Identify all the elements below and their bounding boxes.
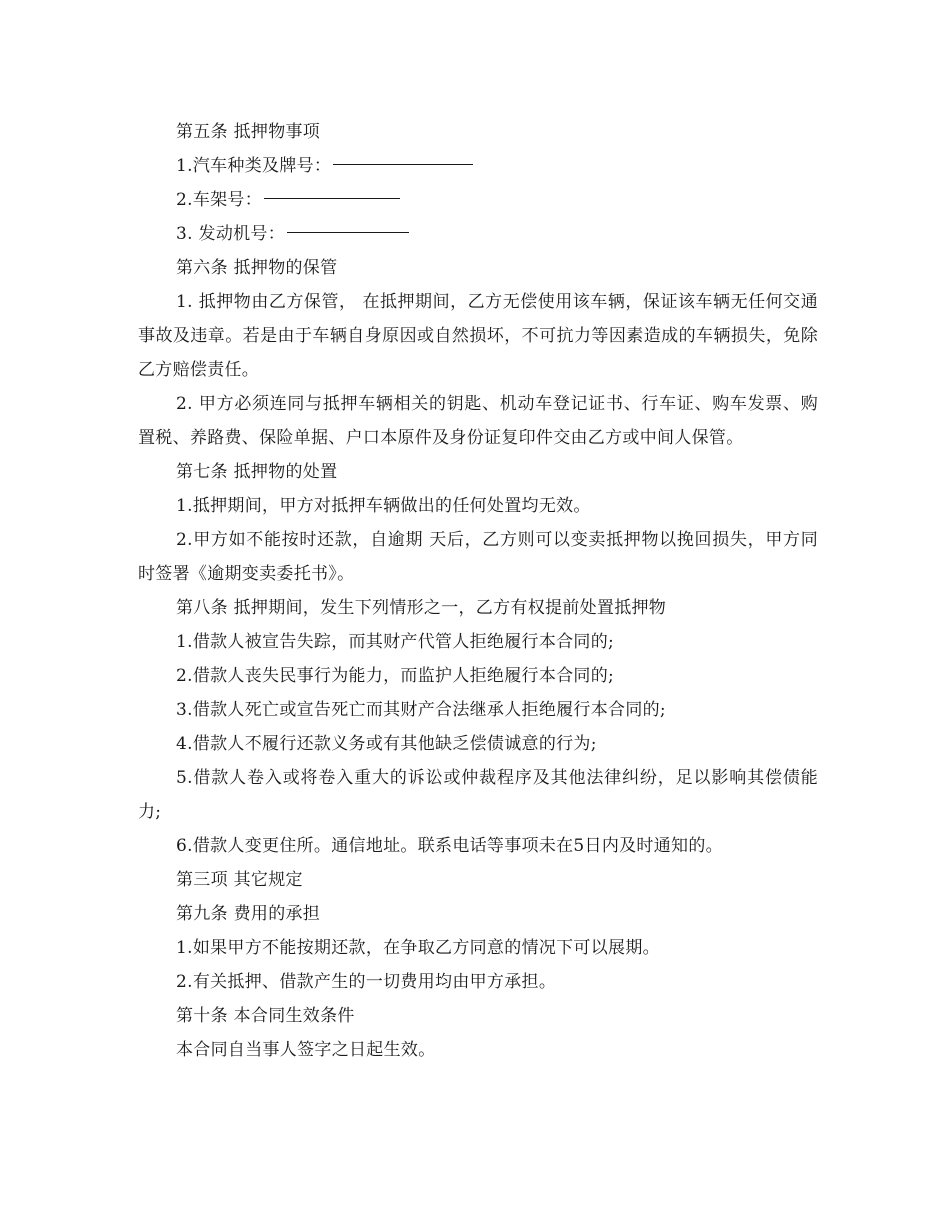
article-8-heading: 第八条 抵押期间，发生下列情形之一，乙方有权提前处置抵押物 <box>176 598 667 618</box>
car-type-plate-label: 1.汽车种类及牌号： <box>176 156 332 176</box>
article-5-heading: 第五条 抵押物事项 <box>176 122 321 142</box>
article-7-clause-1: 1.抵押期间，甲方对抵押车辆做出的任何处置均无效。 <box>176 496 591 516</box>
article-9-clause-2: 2.有关抵押、借款产生的一切费用均由甲方承担。 <box>176 972 557 992</box>
article-8-clause-4: 4.借款人不履行还款义务或有其他缺乏偿债诚意的行为; <box>176 734 597 754</box>
engine-number-field <box>138 217 818 251</box>
section-3-heading: 第三项 其它规定 <box>176 870 303 890</box>
article-6-clause-1: 1. 抵押物由乙方保管， 在抵押期间，乙方无偿使用该车辆，保证该车辆无任何交通事故及违章。若是由于车辆自身原因或自然损坏，不可抗力等因素造成的车辆损失，免除乙方赔偿责任。 <box>138 292 818 380</box>
article-8-clause-1: 1.借款人被宣告失踪，而其财产代管人拒绝履行本合同的; <box>176 632 615 652</box>
frame-number-blank <box>264 197 400 199</box>
article-6-clause-2: 2. 甲方必须连同与抵押车辆相关的钥匙、机动车登记证书、行车证、购车发票、购置税、养路费、保险单据、户口本原件及身份证复印件交由乙方或中间人保管。 <box>138 394 818 448</box>
car-type-plate-blank <box>333 163 473 165</box>
frame-number-field <box>138 183 818 217</box>
article-6-heading: 第六条 抵押物的保管 <box>176 258 338 278</box>
car-type-plate-field <box>138 149 818 183</box>
article-8-clause-5: 5.借款人卷入或将卷入重大的诉讼或仲裁程序及其他法律纠纷，足以影响其偿债能力; <box>138 768 818 822</box>
article-10-heading: 第十条 本合同生效条件 <box>176 1006 355 1026</box>
article-9-heading: 第九条 费用的承担 <box>176 904 321 924</box>
article-7-heading: 第七条 抵押物的处置 <box>176 462 338 482</box>
article-8-clause-3: 3.借款人死亡或宣告死亡而其财产合法继承人拒绝履行本合同的; <box>176 700 666 720</box>
article-8-clause-6: 6.借款人变更住所。通信地址。联系电话等事项未在5日内及时通知的。 <box>176 836 723 856</box>
article-9-clause-1: 1.如果甲方不能按期还款，在争取乙方同意的情况下可以展期。 <box>176 938 660 958</box>
frame-number-label: 2.车架号： <box>176 190 263 210</box>
article-8-clause-2: 2.借款人丧失民事行为能力，而监护人拒绝履行本合同的; <box>176 666 615 686</box>
article-7-clause-2: 2.甲方如不能按时还款，自逾期 天后，乙方则可以变卖抵押物以挽回损失，甲方同时签署《逾期变卖委托书》。 <box>138 530 818 584</box>
engine-number-blank <box>287 231 409 233</box>
engine-number-label: 3. 发动机号： <box>176 224 286 244</box>
document-body <box>138 115 818 1067</box>
article-10-text: 本合同自当事人签字之日起生效。 <box>176 1040 436 1060</box>
